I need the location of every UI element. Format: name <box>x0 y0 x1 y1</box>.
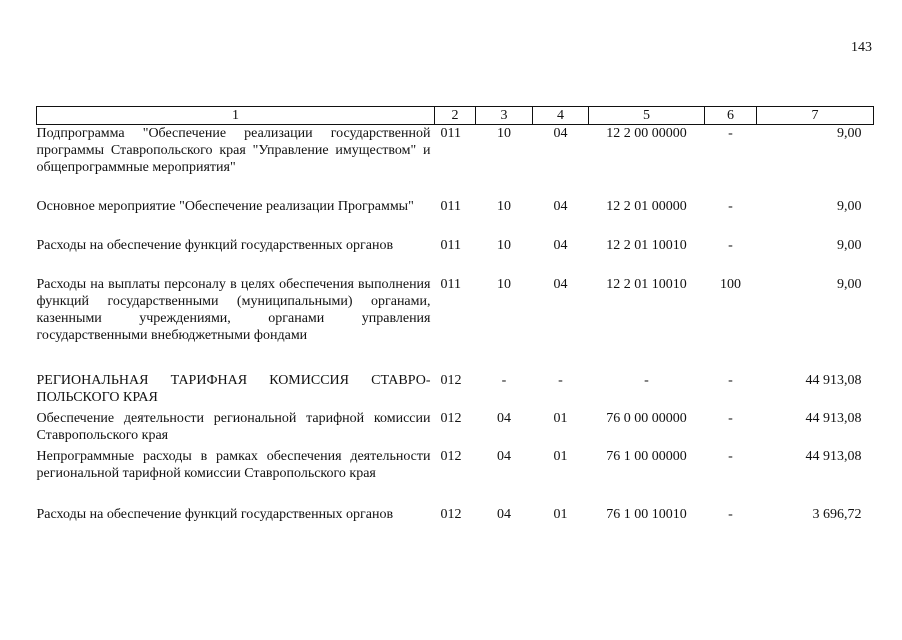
row-vr: - <box>728 126 733 141</box>
table-row <box>37 448 874 506</box>
row-sum: 9,00 <box>837 237 862 253</box>
table-row <box>37 506 874 526</box>
row-rz: 04 <box>497 506 511 522</box>
row-name: Обеспечение деятельности региональной тарифной комиссии Ставропольского края <box>36 410 431 443</box>
row-pr: 04 <box>553 198 568 214</box>
row-pr: 04 <box>553 126 568 141</box>
page-number: 143 <box>851 40 872 55</box>
row-name: РЕГИОНАЛЬНАЯ ТАРИФНАЯ КОМИССИЯ СТАВРО-ПОЛЬСКОГО КРАЯ <box>36 372 431 405</box>
row-name: Расходы на обеспечение функций государственных органов <box>36 506 394 522</box>
row-name: Основное мероприятие "Обеспечение реализации Программы" <box>36 198 414 214</box>
header-col-4: 4 <box>533 107 589 125</box>
budget-table <box>36 106 874 526</box>
row-rz: 10 <box>497 237 511 253</box>
header-col-3: 3 <box>476 107 533 125</box>
row-pr: 01 <box>553 506 568 522</box>
row-vr: - <box>728 237 733 253</box>
row-grbs: 011 <box>440 198 461 214</box>
row-csr: 12 2 00 00000 <box>606 126 687 141</box>
row-pr: 04 <box>553 237 568 253</box>
header-col-7: 7 <box>757 107 874 125</box>
table-row <box>37 237 874 276</box>
row-grbs: 011 <box>440 237 461 253</box>
row-grbs: 011 <box>440 126 461 141</box>
row-pr: 01 <box>553 448 568 464</box>
row-grbs: 012 <box>440 448 462 464</box>
row-vr: - <box>728 372 733 388</box>
row-pr: 01 <box>553 410 568 426</box>
header-col-1: 1 <box>37 107 435 125</box>
row-sum: 9,00 <box>837 198 862 214</box>
row-vr: - <box>728 448 733 464</box>
row-vr: 100 <box>720 276 741 292</box>
row-csr: 76 1 00 10010 <box>606 506 687 522</box>
row-pr: - <box>558 372 563 388</box>
row-sum: 3 696,72 <box>812 506 862 522</box>
row-sum: 44 913,08 <box>805 448 862 464</box>
row-csr: 12 2 01 10010 <box>606 276 687 292</box>
row-grbs: 012 <box>440 506 462 522</box>
table-row <box>37 372 874 410</box>
header-row <box>37 107 874 125</box>
table-row <box>37 198 874 237</box>
row-name: Подпрограмма "Обеспечение реализации государственной программы Ставропольского края "Управление имуществом" и общепрограммные мероприятия" <box>36 126 431 175</box>
row-rz: - <box>501 372 507 388</box>
row-sum: 44 913,08 <box>805 410 862 426</box>
row-grbs: 011 <box>440 276 461 292</box>
row-vr: - <box>728 198 733 214</box>
row-sum: 9,00 <box>837 126 862 141</box>
table-row <box>37 410 874 448</box>
row-vr: - <box>728 410 733 426</box>
row-rz: 04 <box>497 410 511 426</box>
row-rz: 04 <box>497 448 511 464</box>
row-name: Расходы на выплаты персоналу в целях обеспечения выполнения функций государственными (муниципальными) органами, казенными учреждениями, органами управления государственными внебюджетными фондами <box>36 276 431 343</box>
row-sum: 9,00 <box>837 276 862 292</box>
row-grbs: 012 <box>440 372 462 388</box>
row-name: Непрограммные расходы в рамках обеспечения деятельности региональной тарифной комиссии Ставропольского края <box>36 448 431 481</box>
table-row <box>37 276 874 372</box>
row-vr: - <box>728 506 733 522</box>
header-col-5: 5 <box>589 107 705 125</box>
row-grbs: 012 <box>440 410 462 426</box>
row-rz: 10 <box>497 126 511 141</box>
row-pr: 04 <box>553 276 568 292</box>
row-csr: - <box>644 372 649 388</box>
row-csr: 76 1 00 00000 <box>606 448 687 464</box>
header-col-2: 2 <box>435 107 476 125</box>
table-row <box>37 125 874 198</box>
row-csr: 12 2 01 10010 <box>606 237 687 253</box>
header-col-6: 6 <box>705 107 757 125</box>
row-rz: 10 <box>497 276 511 292</box>
row-sum: 44 913,08 <box>805 372 862 388</box>
row-csr: 76 0 00 00000 <box>606 410 687 426</box>
row-rz: 10 <box>497 198 511 214</box>
row-csr: 12 2 01 00000 <box>606 198 687 214</box>
row-name: Расходы на обеспечение функций государственных органов <box>36 237 394 253</box>
